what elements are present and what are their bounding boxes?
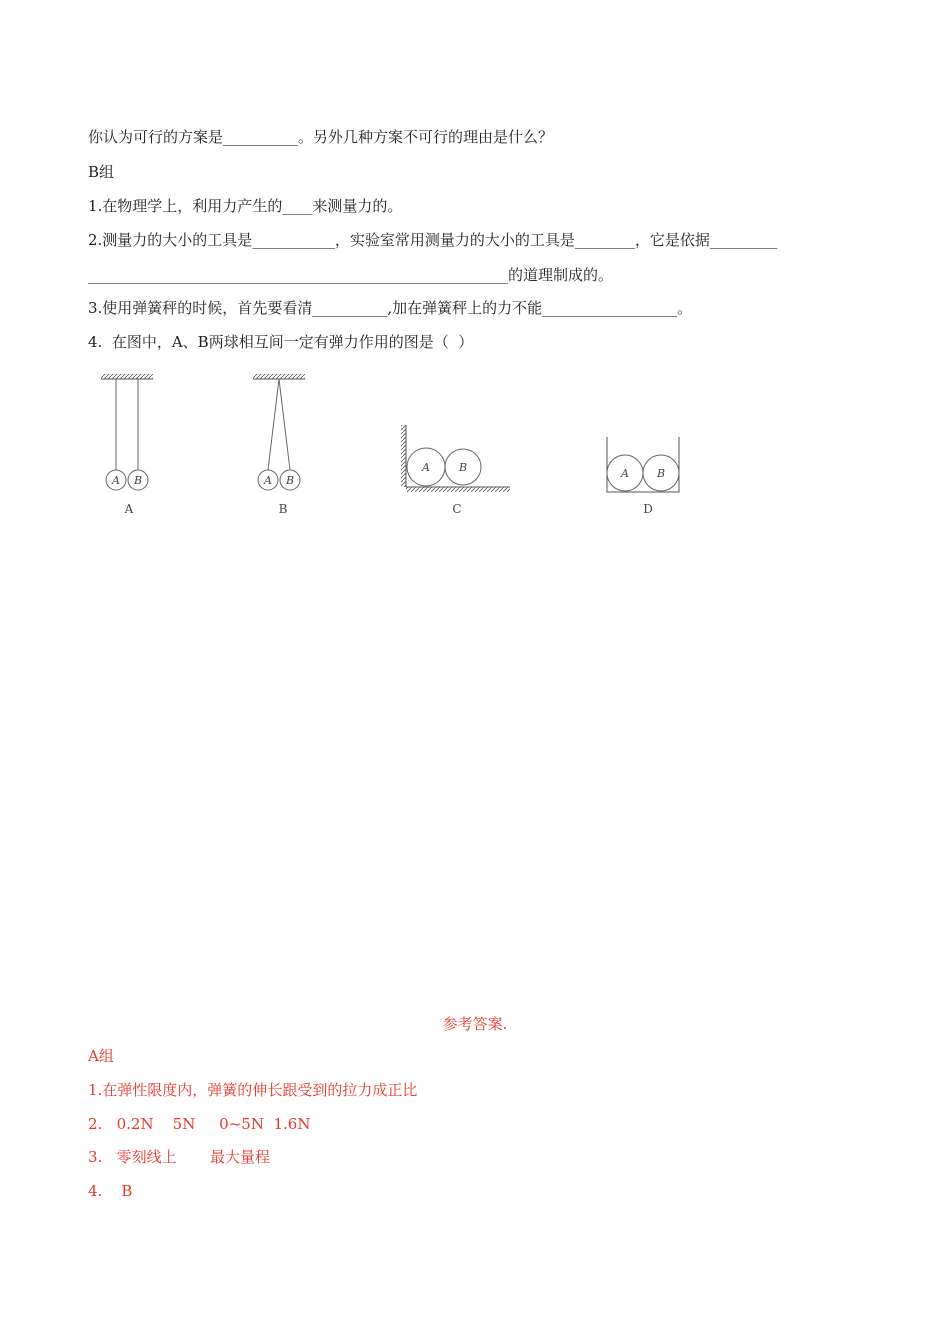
figure-option-d (607, 437, 679, 516)
floor-hatch (406, 487, 510, 492)
ball-a-label: A (264, 474, 272, 487)
question-4: 4. 在图中，A、B两球相互间一定有弹力作用的图是（ ） (88, 333, 474, 351)
figure-option-c (401, 425, 510, 516)
ball-b-label: B (656, 467, 666, 480)
question-3: 3.使用弹簧秤的时候，首先要看清__________,加在弹簧秤上的力不能__________________。 (88, 299, 693, 317)
answer-3: 3. 零刻线上 最大量程 (88, 1148, 270, 1166)
answer-key-title: 参考答案. (442, 1015, 508, 1033)
string-a (268, 379, 279, 470)
ball-a-label: A (112, 474, 120, 487)
ball-b-label: B (285, 474, 295, 487)
elastic-force-figure (95, 368, 705, 528)
option-label-b: B (278, 502, 288, 516)
question-2-line-2: ________________________________________________________的道理制成的。 (88, 266, 614, 284)
question-2-line-1: 2.测量力的大小的工具是___________，实验室常用测量力的大小的工具是________，它是依据_________ (88, 231, 778, 249)
fill-in-question-intro: 你认为可行的方案是__________。另外几种方案不可行的理由是什么？ (88, 128, 554, 146)
answer-4: 4. B (88, 1182, 133, 1200)
answer-1: 1.在弹性限度内，弹簧的伸长跟受到的拉力成正比 (88, 1081, 418, 1099)
answer-2: 2. 0.2N 5N 0~5N 1.6N (88, 1115, 311, 1133)
string-b (279, 379, 290, 470)
answer-group-a-heading: A组 (88, 1047, 114, 1065)
ball-a-label: A (621, 467, 629, 480)
ball-a-label: A (422, 461, 430, 474)
container (607, 437, 679, 492)
option-label-d: D (643, 502, 653, 516)
ball-b-label: B (133, 474, 143, 487)
ceiling-hatch (101, 374, 153, 379)
wall-hatch (401, 425, 406, 487)
option-label-c: C (452, 502, 462, 516)
ball-b-label: B (458, 461, 468, 474)
ceiling-hatch (253, 374, 305, 379)
option-label-a: A (124, 502, 134, 516)
figure-option-b (253, 374, 305, 516)
question-1: 1.在物理学上，利用力产生的____来测量力的。 (88, 197, 403, 215)
figure-option-a (101, 374, 153, 516)
group-b-heading: B组 (88, 163, 115, 181)
